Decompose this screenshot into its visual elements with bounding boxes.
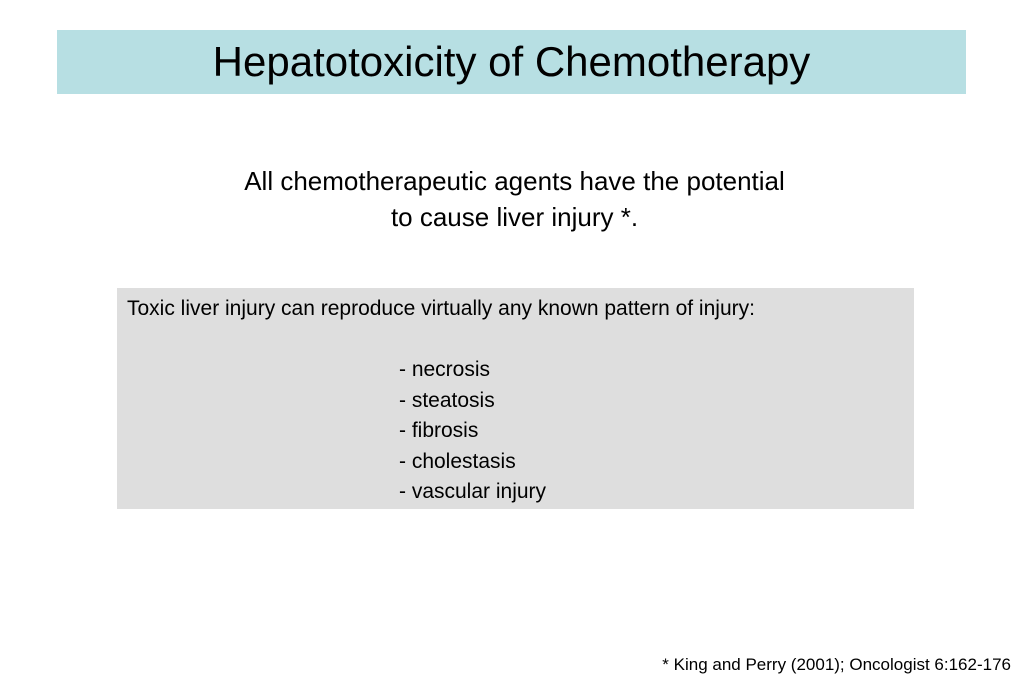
pattern-steatosis: - steatosis: [399, 388, 495, 412]
slide-title: Hepatotoxicity of Chemotherapy: [212, 38, 811, 85]
intro-line-1: All chemotherapeutic agents have the potential: [244, 166, 785, 196]
intro-statement: [100, 163, 929, 235]
injury-patterns-box: [117, 288, 914, 509]
intro-line-2: to cause liver injury *.: [390, 202, 639, 232]
citation-footnote: * King and Perry (2001); Oncologist 6:162-176: [662, 655, 1011, 674]
title-banner: [57, 30, 966, 94]
pattern-necrosis: - necrosis: [399, 358, 491, 381]
injury-patterns-heading: Toxic liver injury can reproduce virtually any known pattern of injury:: [127, 297, 755, 320]
pattern-vascular-injury: - vascular injury: [399, 480, 547, 503]
pattern-fibrosis: - fibrosis: [399, 419, 479, 442]
pattern-cholestasis: - cholestasis: [399, 449, 516, 473]
injury-pattern-list: [399, 355, 546, 508]
